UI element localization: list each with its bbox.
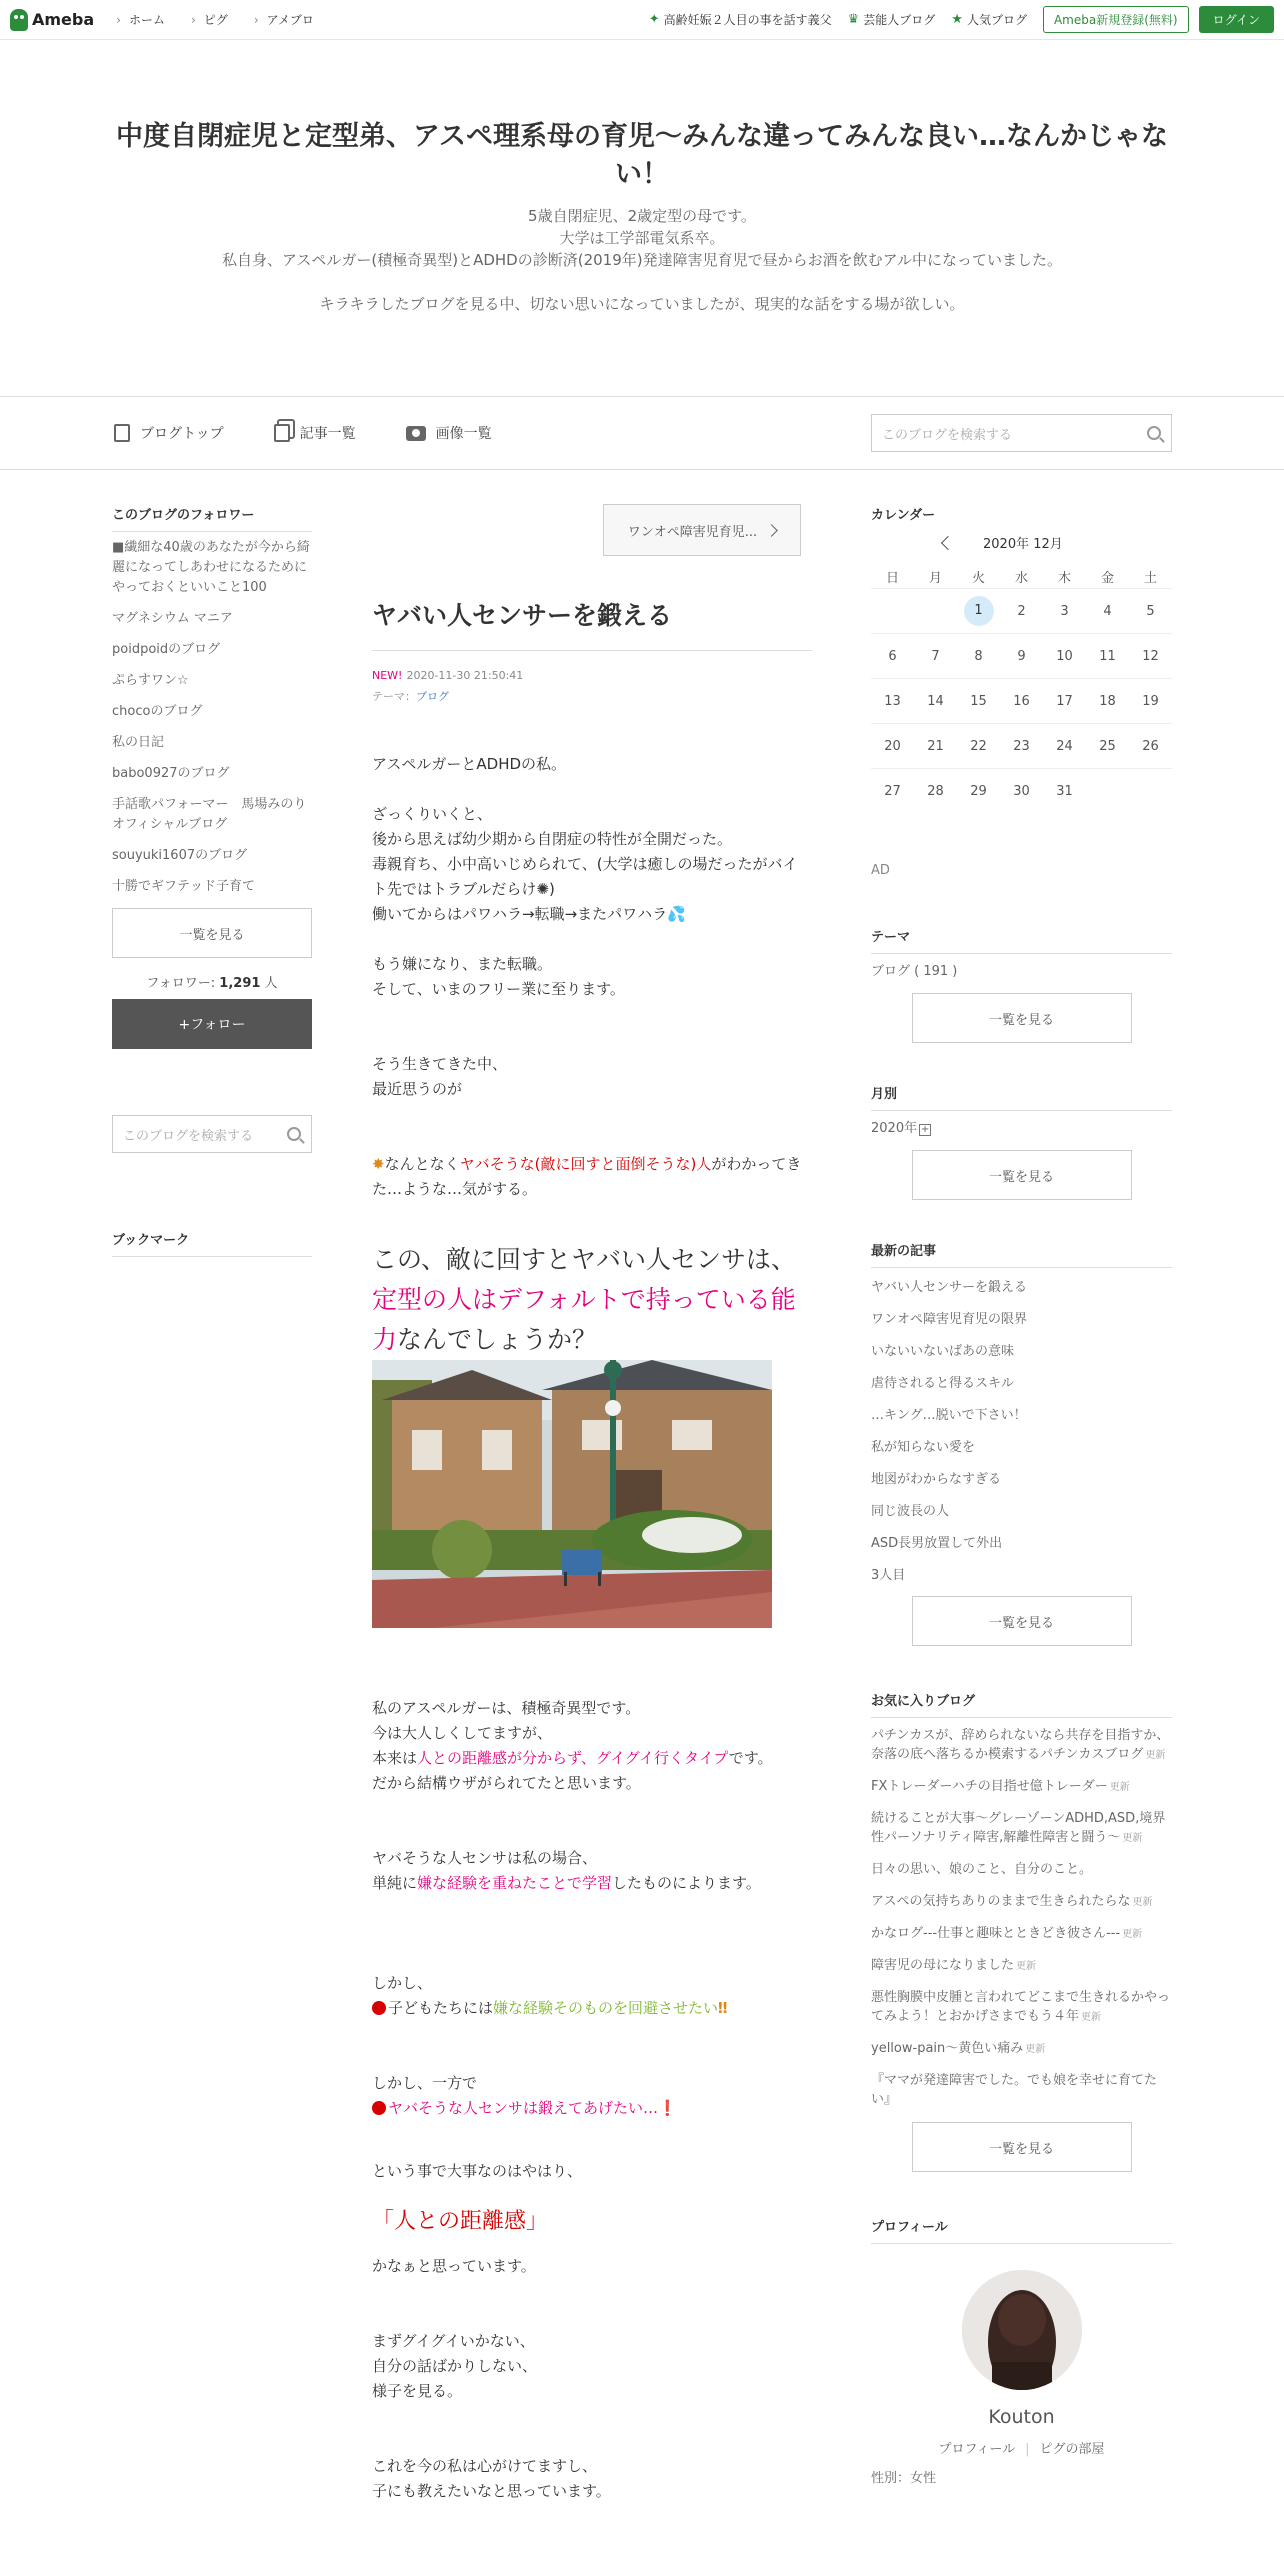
entry-theme	[372, 688, 812, 704]
profile-links	[871, 2438, 1172, 2457]
avatar[interactable]	[962, 2270, 1082, 2390]
chevron-left-icon[interactable]	[941, 535, 955, 549]
anger-emoji-icon: ✺	[536, 880, 549, 898]
nav-pigg[interactable]: › ピグ	[191, 11, 228, 28]
favorite-blog-item[interactable]	[871, 1860, 1172, 1880]
paragraph-text: 子どもたちには	[388, 1999, 494, 2017]
follower-item[interactable]: poidpoidのブログ	[112, 642, 221, 657]
entry-title[interactable]: ヤバい人センサーを鍛える	[372, 596, 812, 651]
calendar-day: 12	[1142, 648, 1159, 664]
paragraph: そして、いまのフリー業に至ります。	[372, 980, 625, 998]
exclamation-icon: ‼	[718, 1999, 728, 2017]
calendar-today[interactable]: 1	[964, 596, 994, 626]
emphasis-heading-red: 「人との距離感」	[372, 2209, 549, 2234]
chevron-right-icon	[765, 524, 778, 537]
fav-title: 日々の思い、娘のこと、自分のこと。	[871, 1862, 1093, 1877]
right-sidebar	[871, 504, 1172, 2486]
paragraph-text: なんとなく	[384, 1155, 460, 1173]
popular-blog-link[interactable]	[951, 11, 1027, 28]
article	[372, 504, 812, 2504]
theme-link[interactable]: ブログ	[416, 690, 449, 703]
blog-nav-items	[114, 397, 492, 469]
calendar-week	[871, 588, 1172, 633]
profile-heading: プロフィール	[871, 2216, 1172, 2244]
paragraph: という事で大事なのはやはり、	[372, 2162, 583, 2180]
highlight-pink: 嫌な経験を重ねたことで学習	[417, 1874, 613, 1892]
updated-badge: 更新	[1109, 1782, 1130, 1793]
calendar-day: 20	[884, 738, 901, 754]
calendar-week	[871, 768, 1172, 813]
popular-blog-label: 人気ブログ	[966, 13, 1027, 27]
calendar-day: 5	[1146, 603, 1155, 619]
paragraph-text: がわかってきた…ような…気がする。	[372, 1155, 802, 1198]
blog-description	[100, 205, 1184, 315]
follower-count-unit: 人	[260, 976, 278, 991]
blog-title[interactable]: 中度自閉症児と定型弟、アスペ理系母の育児〜みんな違ってみんな良い…なんかじゃない！	[116, 121, 1168, 190]
ad-label: AD	[871, 863, 890, 878]
paragraph-text: 毒親育ち、小中高いじめられて、(大学は癒しの場だったがバイト先ではトラブルだらけ	[372, 855, 798, 898]
paragraph	[372, 2096, 812, 2121]
latest-item[interactable]: 私が知らない愛を	[871, 1440, 976, 1455]
expand-icon[interactable]: +	[920, 1124, 930, 1135]
follow-button[interactable]: +フォロー	[112, 999, 312, 1049]
blog-desc-line: 大学は工学部電気系卒。	[559, 229, 725, 247]
theme-see-all-button[interactable]: 一覧を見る	[912, 993, 1132, 1043]
paragraph	[372, 1152, 812, 1202]
red-circle-icon	[372, 2101, 386, 2115]
favorite-blog-item[interactable]	[871, 1956, 1172, 1976]
paragraph	[372, 1871, 812, 1896]
calendar-week	[871, 678, 1172, 723]
calendar-day: 4	[1103, 603, 1112, 619]
paragraph: これを今の私は心がけてますし、	[372, 2457, 598, 2475]
favorite-blog-item[interactable]	[871, 2039, 1172, 2059]
follower-item[interactable]: babo0927のブログ	[112, 766, 230, 781]
follower-list	[112, 538, 320, 897]
theme-item[interactable]: ブログ ( 191 )	[871, 964, 958, 979]
fav-title: かなログ---仕事と趣味とときどき彼さん---	[871, 1926, 1121, 1941]
updated-badge: 更新	[1081, 2012, 1102, 2023]
calendar-day: 6	[888, 648, 897, 664]
calendar-day: 16	[1013, 693, 1030, 709]
emphasis-heading	[372, 1240, 812, 1360]
sparkle-emoji-icon: ✸	[372, 1155, 385, 1173]
paragraph: 私のアスペルガーは、積極奇異型です。	[372, 1699, 641, 1717]
new-badge: NEW!	[372, 669, 403, 682]
followers-heading: このブログのフォロワー	[112, 504, 312, 532]
calendar-heading: カレンダー	[871, 508, 936, 523]
red-circle-icon	[372, 2001, 386, 2015]
logo-text: Ameba	[32, 10, 95, 29]
paragraph: 様子を見る。	[372, 2382, 463, 2400]
sweat-emoji-icon: 💦	[667, 905, 686, 923]
crown-icon: ♛	[847, 12, 860, 27]
paragraph: 最近思うのが	[372, 1080, 463, 1098]
blog-desc-line	[100, 271, 1184, 293]
followers-see-all-button[interactable]: 一覧を見る	[112, 908, 312, 958]
paragraph: アスペルガーとADHDの私。	[372, 755, 567, 773]
paragraph: かなぁと思っています。	[372, 2257, 536, 2275]
paragraph: しかし、一方で	[372, 2074, 478, 2092]
dow-label: 木	[1057, 570, 1071, 586]
calendar-day: 13	[884, 693, 901, 709]
dow-label: 火	[971, 570, 985, 586]
entry-body	[372, 752, 812, 2504]
latest-item[interactable]: 同じ波長の人	[871, 1504, 950, 1519]
paragraph	[372, 902, 812, 927]
paragraph-text: 本来は	[372, 1749, 418, 1767]
fav-title: アスペの気持ちありのままで生きられたらな	[871, 1894, 1131, 1909]
paragraph: だから結構ウザがられてたと思います。	[372, 1774, 641, 1792]
global-header	[0, 0, 1284, 40]
monthly-item[interactable]	[871, 1119, 1172, 1139]
highlight-pink: ヤバそうな人センサは鍛えてあげたい…	[388, 2099, 659, 2117]
calendar-day: 31	[1056, 783, 1073, 799]
calendar-day: 29	[970, 783, 987, 799]
updated-badge: 更新	[1016, 1961, 1037, 1972]
nav-ameblo[interactable]: › アメブロ	[254, 11, 314, 28]
dow-label: 水	[1014, 570, 1028, 586]
fav-title: yellow-pain〜黄色い痛み	[871, 2041, 1024, 2056]
ameba-logo-icon	[10, 9, 28, 31]
paragraph-text: したものによります。	[612, 1874, 761, 1892]
updated-badge: 更新	[1132, 1897, 1153, 1908]
profile-link[interactable]: プロフィール	[938, 2442, 1016, 2457]
favorite-blog-item[interactable]	[871, 1777, 1172, 1797]
highlight-green: 嫌な経験そのものを回避させたい	[493, 1999, 719, 2017]
fav-title: パチンカスが、辞められないなら共存を目指すか、奈落の底へ落ちるか模索するパチンカスブログ	[871, 1728, 1170, 1762]
paragraph-text: 働いてからはパワハラ→転職→またパワハラ	[372, 905, 668, 923]
paragraph: もう嫌になり、また転職。	[372, 955, 553, 973]
entry-datetime: 2020-11-30 21:50:41	[406, 669, 524, 682]
latest-item[interactable]: いないいないばあの意味	[871, 1344, 1015, 1359]
paragraph	[372, 1746, 812, 1771]
follower-count-label: フォロワー:	[146, 976, 220, 991]
fav-title: 続けることが大事〜グレーゾーンADHD,ASD,境界性パーソナリティ障害,解離性障害と闘う〜	[871, 1811, 1166, 1845]
sidebar-search-input[interactable]	[112, 1115, 312, 1153]
calendar-grid	[871, 564, 1172, 813]
follower-item[interactable]: souyuki1607のブログ	[112, 848, 248, 863]
heading-text: なんでしょうか？	[397, 1325, 598, 1354]
highlight-red: ヤバそうな(敵に回すと面倒そうな)人	[459, 1155, 712, 1173]
bookmark-heading: ブックマーク	[112, 1229, 312, 1257]
entry-meta	[372, 669, 812, 682]
latest-item[interactable]: 虐待されると得るスキル	[871, 1376, 1014, 1391]
follower-item[interactable]: ぷらすワン☆	[112, 673, 189, 688]
blog-nav	[0, 396, 1284, 470]
paragraph: そう生きてきた中、	[372, 1055, 508, 1073]
search-icon[interactable]	[1147, 426, 1161, 440]
calendar-day: 21	[927, 738, 944, 754]
calendar-day: 19	[1142, 693, 1159, 709]
star-icon: ★	[951, 12, 963, 27]
calendar-header	[871, 533, 1172, 552]
latest-item[interactable]: ヤバい人センサーを鍛える	[871, 1280, 1028, 1295]
calendar-month: 2020年 12月	[983, 537, 1063, 552]
calendar-day: 15	[970, 693, 987, 709]
calendar-day: 17	[1056, 693, 1073, 709]
favorite-blog-item[interactable]	[871, 1988, 1172, 2027]
entry-list-link[interactable]	[274, 423, 356, 443]
left-sidebar	[112, 504, 320, 1257]
document-icon	[114, 424, 130, 442]
image-list-label: 画像一覧	[435, 426, 492, 442]
paragraph: しかし、	[372, 1974, 433, 1992]
favorite-blog-item[interactable]	[871, 1726, 1172, 1765]
theme-label: テーマ：	[372, 690, 416, 703]
avatar-image	[962, 2270, 1082, 2390]
copy-icon	[274, 424, 290, 442]
paragraph: 後から思えば幼少期から自閉症の特性が全開だった。	[372, 830, 733, 848]
trend-link-label: 高齢妊娠２人目の事を話す義父	[663, 13, 832, 27]
theme-heading: テーマ	[871, 926, 1172, 954]
star-icon: ✦	[648, 12, 660, 27]
blog-desc-line: 5歳自閉症児、2歳定型の母です。	[528, 207, 756, 225]
house-photo-image	[372, 1360, 772, 1628]
ameba-logo[interactable]	[10, 9, 94, 31]
next-entry-button[interactable]	[603, 504, 801, 556]
calendar-day: 10	[1056, 648, 1073, 664]
calendar-day: 23	[1013, 738, 1030, 754]
monthly-see-all-button[interactable]: 一覧を見る	[912, 1150, 1132, 1200]
pigg-room-link[interactable]: ピグの部屋	[1039, 2442, 1105, 2457]
dow-label: 日	[885, 570, 899, 586]
blog-top-label: ブログトップ	[140, 426, 224, 442]
paragraph: まずグイグイいかない、	[372, 2332, 535, 2350]
follower-item[interactable]: マグネシウム マニア	[112, 611, 233, 626]
follower-item[interactable]: 私の日記	[112, 735, 165, 750]
favorite-blogs-heading: お気に入りブログ	[871, 1690, 1172, 1718]
latest-item[interactable]: ワンオペ障害児育児の限界	[871, 1312, 1028, 1327]
favorite-blog-item[interactable]	[871, 1809, 1172, 1848]
fav-title: 障害児の母になりました	[871, 1958, 1015, 1973]
next-entry-label: ワンオペ障害児育児...	[627, 524, 758, 540]
follower-count-value: 1,291	[219, 976, 261, 991]
follower-item[interactable]: 十勝でギフテッド子育て	[112, 879, 256, 894]
profile-name[interactable]: Kouton	[988, 2406, 1055, 2428]
calendar-dow-row	[871, 564, 1172, 588]
calendar-day: 22	[970, 738, 987, 754]
latest-list	[871, 1276, 1172, 1583]
calendar-day: 24	[1056, 738, 1073, 754]
login-button[interactable]: ログイン	[1199, 6, 1274, 33]
sidebar-search-placeholder: このブログを検索する	[123, 1128, 254, 1144]
monthly-heading: 月別	[871, 1083, 1172, 1111]
latest-item[interactable]: 3人目	[871, 1568, 906, 1583]
latest-see-all-button[interactable]: 一覧を見る	[912, 1596, 1132, 1646]
paragraph-text: )	[548, 880, 555, 898]
fav-title: FXトレーダーハチの目指せ億トレーダー	[871, 1779, 1108, 1794]
calendar-day: 18	[1099, 693, 1116, 709]
dow-label: 土	[1143, 570, 1157, 586]
updated-badge: 更新	[1122, 1929, 1143, 1940]
calendar-day: 25	[1099, 738, 1116, 754]
calendar-day: 28	[927, 783, 944, 799]
blog-desc-line: 私自身、アスペルガー(積極奇異型)とADHDの診断済(2019年)発達障害児育児で昼からお酒を飲むアル中になっていました。	[221, 251, 1063, 269]
calendar-day: 9	[1017, 648, 1026, 664]
camera-icon	[406, 426, 426, 441]
highlight-pink: 人との距離感が分からず、グイグイ行くタイプ	[417, 1749, 729, 1767]
calendar-day: 11	[1099, 648, 1116, 664]
heading-highlight: 定型の人はデフォルトで持っている能力	[372, 1285, 796, 1354]
divider: |	[1025, 2442, 1030, 2457]
calendar-day: 30	[1013, 783, 1030, 799]
latest-item[interactable]: ASD長男放置して外出	[871, 1536, 1003, 1551]
favorite-blog-item[interactable]	[871, 2071, 1172, 2110]
global-nav	[116, 11, 314, 28]
fav-title: 悪性胸膜中皮腫と言われてどこまで生きれるかやってみよう！とおかげさまでもう４年	[871, 1990, 1171, 2024]
entry-list-label: 記事一覧	[299, 426, 356, 442]
heading-text: この、敵に回すとヤバい人センサは、	[372, 1245, 797, 1274]
search-icon[interactable]	[287, 1127, 301, 1141]
nav-home[interactable]: › ホーム	[116, 11, 165, 28]
dow-label: 月	[928, 570, 942, 586]
calendar-day: 2	[1017, 603, 1026, 619]
calendar-day-cell	[957, 596, 1000, 626]
calendar-week	[871, 633, 1172, 678]
paragraph-text: 単純に	[372, 1874, 418, 1892]
paragraph: 自分の話ばかりしない、	[372, 2357, 538, 2375]
image-list-link[interactable]	[406, 423, 492, 443]
profile-gender: 性別：女性	[871, 2471, 937, 2486]
article-photo[interactable]	[372, 1360, 772, 1628]
paragraph	[372, 1996, 812, 2021]
blog-header	[0, 40, 1284, 396]
calendar-day: 14	[927, 693, 944, 709]
trend-link[interactable]	[649, 11, 832, 28]
dow-label: 金	[1100, 570, 1114, 586]
celebrity-blog-label: 芸能人ブログ	[863, 13, 936, 27]
favorite-blog-item[interactable]	[871, 1892, 1172, 1912]
favorite-blog-list	[871, 1726, 1172, 2110]
updated-badge: 更新	[1025, 2044, 1046, 2055]
latest-item[interactable]: …キング…脱いで下さい！	[871, 1408, 1027, 1423]
calendar-day: 3	[1060, 603, 1069, 619]
blog-desc-line: キラキラしたブログを見る中、切ない思いになっていましたが、現実的な話をする場が欲しい。	[319, 295, 965, 313]
paragraph-text: です。	[728, 1749, 773, 1767]
favorite-see-all-button[interactable]: 一覧を見る	[912, 2122, 1132, 2172]
paragraph: 子にも教えたいなと思っています。	[372, 2482, 611, 2500]
paragraph: 今は大人しくしてますが、	[372, 1724, 553, 1742]
follower-item[interactable]: chocoのブログ	[112, 704, 203, 719]
header-links	[649, 6, 1274, 33]
calendar-week	[871, 723, 1172, 768]
blog-top-link[interactable]	[114, 423, 224, 443]
blog-search-input[interactable]	[871, 414, 1172, 452]
monthly-item-label: 2020年	[871, 1121, 918, 1136]
follower-item[interactable]: ■繊細な40歳のあなたが今から綺麗になってしあわせになるためにやっておくといいこと100	[112, 540, 310, 595]
search-placeholder: このブログを検索する	[882, 427, 1013, 443]
updated-badge: 更新	[1145, 1750, 1166, 1761]
latest-item[interactable]: 地図がわからなすぎる	[871, 1472, 1002, 1487]
updated-badge: 更新	[1122, 1833, 1143, 1844]
fav-title: 『ママが発達障害でした。でも娘を幸せに育てたい』	[871, 2073, 1158, 2107]
favorite-blog-item[interactable]	[871, 1924, 1172, 1944]
exclamation-icon: ❗	[658, 2099, 677, 2117]
paragraph	[372, 852, 812, 902]
calendar-day: 27	[884, 783, 901, 799]
paragraph: ヤバそうな人センサは私の場合、	[372, 1849, 598, 1867]
celebrity-blog-link[interactable]	[848, 11, 936, 28]
paragraph: ざっくりいくと、	[372, 805, 493, 823]
follower-item[interactable]: 手話歌パフォーマー 馬場みのり オフィシャルブログ	[112, 797, 320, 832]
latest-heading: 最新の記事	[871, 1240, 1172, 1268]
calendar-day: 26	[1142, 738, 1159, 754]
calendar-day: 8	[974, 648, 983, 664]
follower-count	[112, 972, 312, 991]
calendar-day: 7	[931, 648, 940, 664]
register-button[interactable]: Ameba新規登録(無料)	[1043, 6, 1189, 33]
